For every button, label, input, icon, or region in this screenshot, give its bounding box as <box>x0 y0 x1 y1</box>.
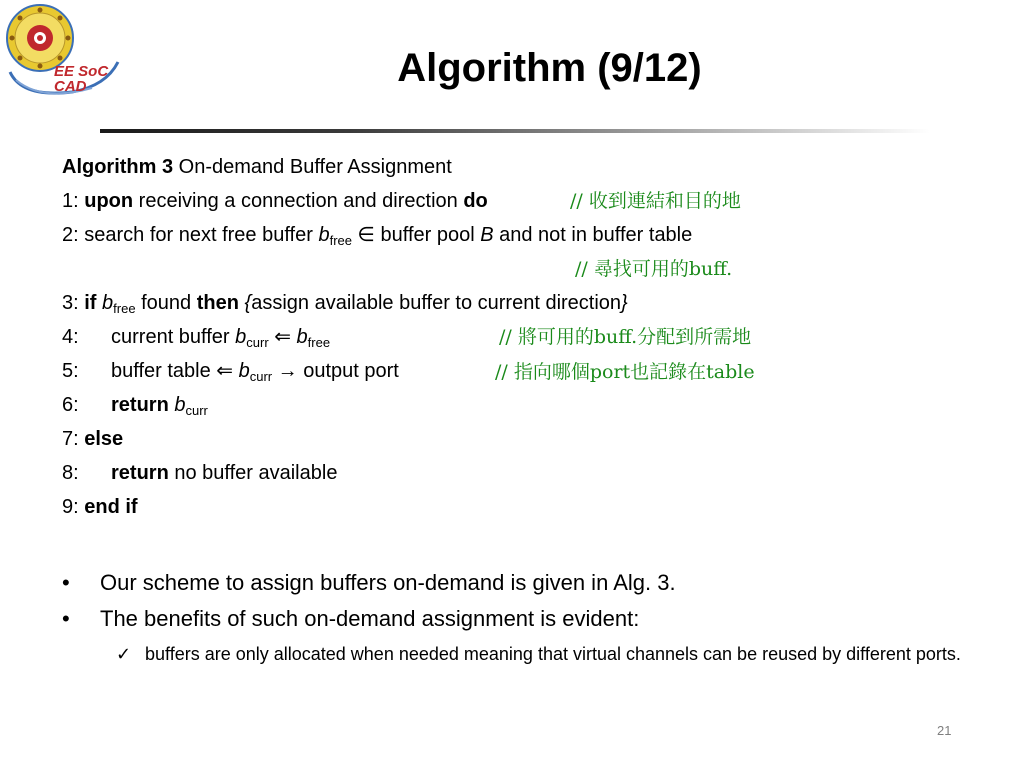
comment-line-5: // 指向哪個port也記錄在table <box>495 361 755 383</box>
algorithm-line-7 <box>62 423 123 455</box>
page-number: 21 <box>937 723 952 738</box>
keyword: return <box>111 394 169 416</box>
bullet-item <box>62 601 962 637</box>
line-number: 5: <box>62 360 79 382</box>
bullet-text: Our scheme to assign buffers on-demand is given in Alg. 3. <box>100 570 676 595</box>
line-number: 2: <box>62 224 79 246</box>
keyword: do <box>463 190 488 212</box>
comment-line-2: // 尋找可用的buff. <box>575 258 733 280</box>
element-of-symbol: ∈ <box>357 224 375 246</box>
keyword: upon <box>84 190 134 212</box>
algorithm-line-1 <box>62 185 488 217</box>
line-text: assign available buffer to current direction <box>251 292 622 314</box>
algorithm-line-3 <box>62 287 628 319</box>
variable: b <box>238 360 250 382</box>
keyword: then <box>196 292 239 314</box>
bullet-list <box>62 565 962 667</box>
line-text: no buffer available <box>168 462 338 484</box>
keyword: return <box>111 462 169 484</box>
line-number: 8: <box>62 462 79 484</box>
title-divider <box>100 129 930 133</box>
line-text: receiving a connection and direction <box>133 190 464 212</box>
line-text: buffer table <box>111 360 217 382</box>
subscript: free <box>307 335 331 350</box>
variable: b <box>296 326 308 348</box>
line-number: 7: <box>62 428 79 450</box>
bullet-text: The benefits of such on-demand assignment is evident: <box>100 606 640 631</box>
line-text: → output port <box>272 360 399 382</box>
algorithm-label: Algorithm 3 <box>62 156 174 178</box>
line-number: 9: <box>62 496 79 518</box>
algorithm-header <box>62 151 452 183</box>
line-text: and not in buffer table <box>493 224 693 246</box>
line-text: found <box>135 292 197 314</box>
logo-text: EE SoC CAD <box>54 63 109 95</box>
keyword: end if <box>84 496 138 518</box>
line-text: search for next free buffer <box>78 224 319 246</box>
keyword: if <box>84 292 97 314</box>
checkmark-icon: ✓ <box>116 644 132 664</box>
subscript: curr <box>249 369 273 384</box>
algorithm-line-8 <box>62 457 337 489</box>
slide-title: Algorithm (9/12) <box>397 46 702 90</box>
variable: b <box>318 224 330 246</box>
algorithm-line-4 <box>62 321 330 353</box>
brace-open: { <box>244 292 252 314</box>
line-number: 4: <box>62 326 79 348</box>
subscript: curr <box>185 403 208 418</box>
comment-line-1: // 收到連結和目的地 <box>570 190 741 212</box>
bullet-dot-icon: • <box>62 570 70 595</box>
assign-arrow-symbol: ⇐ <box>216 360 239 382</box>
variable: B <box>480 224 494 246</box>
algorithm-title: On-demand Buffer Assignment <box>173 156 452 178</box>
line-number: 6: <box>62 394 79 416</box>
line-number: 1: <box>62 190 79 212</box>
algorithm-line-6 <box>62 389 208 421</box>
comment-line-4: // 將可用的buff.分配到所需地 <box>499 326 752 348</box>
line-text: buffer pool <box>374 224 481 246</box>
sub-bullet-text: buffers are only allocated when needed meaning that virtual channels can be reused by different ports. <box>145 644 961 664</box>
variable: b <box>235 326 247 348</box>
bullet-item <box>62 565 962 601</box>
brace-close: } <box>621 292 628 314</box>
subscript: free <box>113 301 136 316</box>
variable: b <box>174 394 186 416</box>
algorithm-line-5 <box>62 355 399 387</box>
subscript: free <box>329 233 352 248</box>
algorithm-line-2 <box>62 219 692 251</box>
subscript: curr <box>246 335 269 350</box>
keyword: else <box>84 428 124 450</box>
algorithm-line-9 <box>62 491 138 523</box>
bullet-dot-icon: • <box>62 606 70 631</box>
sub-bullet-item <box>62 641 962 667</box>
assign-arrow-symbol: ⇐ <box>268 326 297 348</box>
line-number: 3: <box>62 292 79 314</box>
variable: b <box>102 292 114 314</box>
line-text: current buffer <box>111 326 236 348</box>
